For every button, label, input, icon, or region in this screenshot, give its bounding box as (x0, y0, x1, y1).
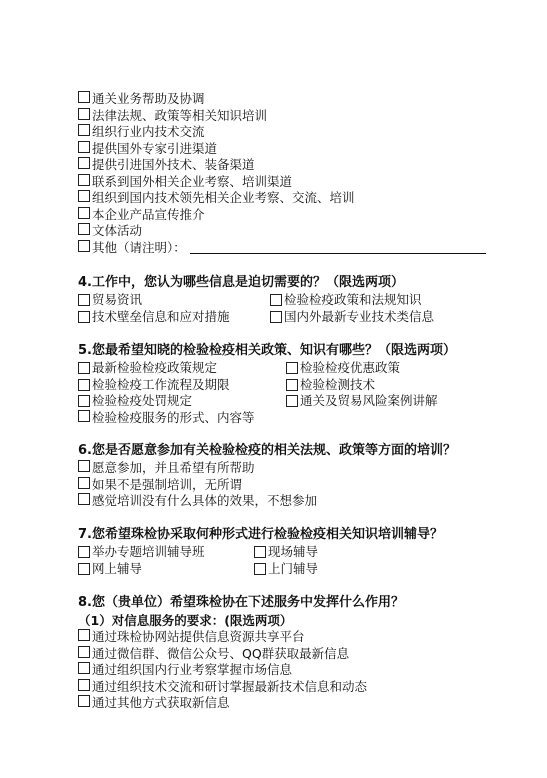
checkbox[interactable] (78, 141, 90, 153)
question-title: 8.您（贵单位）希望珠检协在下述服务中发挥什么作用？ (78, 595, 404, 610)
option-label: 检验检疫政策和法规知识 (284, 292, 422, 307)
option-row[interactable] (78, 207, 518, 224)
option-label: 文体活动 (92, 223, 143, 238)
checkbox[interactable] (78, 493, 90, 505)
option-row[interactable] (78, 695, 518, 712)
checkbox[interactable] (78, 410, 90, 422)
option-row-other[interactable] (78, 240, 518, 257)
question-6 (78, 441, 518, 510)
option-row[interactable] (78, 662, 518, 679)
option[interactable] (78, 561, 142, 578)
checkbox[interactable] (78, 362, 90, 374)
option-row[interactable] (78, 157, 518, 174)
checkbox[interactable] (78, 646, 90, 658)
option-label: 检验检测技术 (300, 376, 376, 392)
option-row[interactable] (78, 493, 518, 510)
checkbox[interactable] (286, 395, 298, 407)
question-8 (78, 593, 518, 712)
question-title: 5.您最希望知晓的检验检疫相关政策、知识有哪些？（限选两项） (78, 343, 456, 358)
option-label: 通过珠检协网站提供信息资源共享平台 (92, 629, 305, 644)
other-blank-line[interactable] (190, 240, 486, 254)
checkbox[interactable] (78, 662, 90, 674)
option-label: 检验检疫工作流程及期限 (92, 376, 230, 392)
option-label: 技术壁垒信息和应对措施 (92, 308, 230, 324)
option-row[interactable] (78, 223, 518, 240)
checkbox[interactable] (78, 546, 90, 558)
option[interactable] (78, 393, 192, 410)
option-label: 通过微信群、微信公众号、QQ群获取最新信息 (92, 645, 350, 661)
option-row[interactable] (78, 646, 518, 663)
option[interactable] (78, 377, 230, 394)
checkbox[interactable] (78, 311, 90, 323)
option-label: 本企业产品宣传推介 (92, 206, 205, 222)
option-label: 最新检验检疫政策规定 (92, 360, 218, 375)
checkbox[interactable] (78, 379, 90, 391)
option-label: 提供国外专家引进渠道 (92, 140, 218, 156)
option-label: 通过组织国内行业考察掌握市场信息 (92, 662, 293, 677)
checkbox[interactable] (78, 477, 90, 489)
question-subtitle: （1）对信息服务的要求：(限选两项） (78, 613, 293, 628)
checkbox[interactable] (78, 157, 90, 169)
option-label: 通关及贸易风险案例讲解 (300, 393, 438, 408)
option-row[interactable] (78, 91, 518, 108)
option[interactable] (254, 544, 318, 561)
option-row[interactable] (78, 410, 518, 427)
option-label: 上门辅导 (268, 560, 319, 576)
checkbox[interactable] (78, 679, 90, 691)
option-label: 通关业务帮助及协调 (92, 91, 205, 106)
option-label: 提供引进国外技术、装备渠道 (92, 157, 255, 172)
checkbox[interactable] (78, 223, 90, 235)
checkbox[interactable] (78, 174, 90, 186)
option-row[interactable] (78, 141, 518, 158)
option-label: 检验检疫服务的形式、内容等 (92, 409, 255, 425)
checkbox[interactable] (254, 563, 266, 575)
option-label: 现场辅导 (268, 544, 319, 559)
intro-options (78, 91, 518, 256)
checkbox[interactable] (78, 563, 90, 575)
checkbox[interactable] (78, 207, 90, 219)
checkbox[interactable] (78, 240, 90, 252)
option-label: 通过组织技术交流和研讨掌握最新技术信息和动态 (92, 678, 368, 694)
option-label: 检验检疫处罚规定 (92, 393, 193, 408)
option-row[interactable] (78, 629, 518, 646)
checkbox[interactable] (286, 379, 298, 391)
question-title: 6.您是否愿意参加有关检验检疫的相关法规、政策等方面的培训？ (78, 443, 456, 458)
option[interactable] (270, 292, 422, 309)
option-label: 法律法规、政策等相关知识培训 (92, 107, 268, 123)
option-row[interactable] (78, 124, 518, 141)
checkbox[interactable] (78, 124, 90, 136)
option-row[interactable] (78, 174, 518, 191)
checkbox[interactable] (78, 460, 90, 472)
option-row[interactable] (78, 477, 518, 494)
option[interactable] (78, 360, 217, 377)
option-label: 网上辅导 (92, 560, 143, 576)
checkbox[interactable] (78, 108, 90, 120)
option[interactable] (286, 360, 400, 377)
option[interactable] (78, 292, 142, 309)
option-label: 组织行业内技术交流 (92, 124, 205, 139)
option-label: 组织到国内技术领先相关企业考察、交流、培训 (92, 190, 355, 205)
option-label: 举办专题培训辅导班 (92, 544, 205, 559)
option-row[interactable] (78, 679, 518, 696)
checkbox[interactable] (286, 362, 298, 374)
checkbox[interactable] (270, 311, 282, 323)
option-row[interactable] (78, 108, 518, 125)
option[interactable] (254, 561, 318, 578)
option-row[interactable] (78, 460, 518, 477)
checkbox[interactable] (78, 629, 90, 641)
question-4 (78, 273, 518, 325)
checkbox[interactable] (78, 395, 90, 407)
option-label: 检验检疫优惠政策 (300, 360, 401, 375)
checkbox[interactable] (78, 190, 90, 202)
option-label: 愿意参加，并且希望有所帮助 (92, 460, 255, 475)
option-label: 国内外最新专业技术类信息 (284, 308, 435, 324)
option[interactable] (78, 544, 205, 561)
checkbox[interactable] (78, 695, 90, 707)
checkbox[interactable] (78, 294, 90, 306)
option-label: 通过其他方式获取新信息 (92, 695, 230, 710)
option[interactable] (286, 377, 375, 394)
question-7 (78, 525, 518, 577)
option[interactable] (270, 309, 434, 326)
checkbox[interactable] (78, 91, 90, 103)
option-label: 感觉培训没有什么具体的效果，不想参加 (92, 493, 318, 508)
option[interactable] (78, 309, 230, 326)
checkbox[interactable] (254, 546, 266, 558)
option-label: 如果不是强制培训，无所谓 (92, 476, 243, 492)
option-label: 其他（请注明）： (92, 239, 186, 255)
question-title: 4.工作中，您认为哪些信息是迫切需要的？（限选两项） (78, 275, 404, 290)
option-label: 联系到国外相关企业考察、培训渠道 (92, 173, 293, 189)
checkbox[interactable] (270, 294, 282, 306)
option-row[interactable] (78, 190, 518, 207)
question-title: 7.您希望珠检协采取何种形式进行检验检疫相关知识培训辅导？ (78, 527, 443, 542)
option-label: 贸易资讯 (92, 292, 143, 307)
question-5 (78, 341, 518, 426)
option[interactable] (286, 393, 438, 410)
